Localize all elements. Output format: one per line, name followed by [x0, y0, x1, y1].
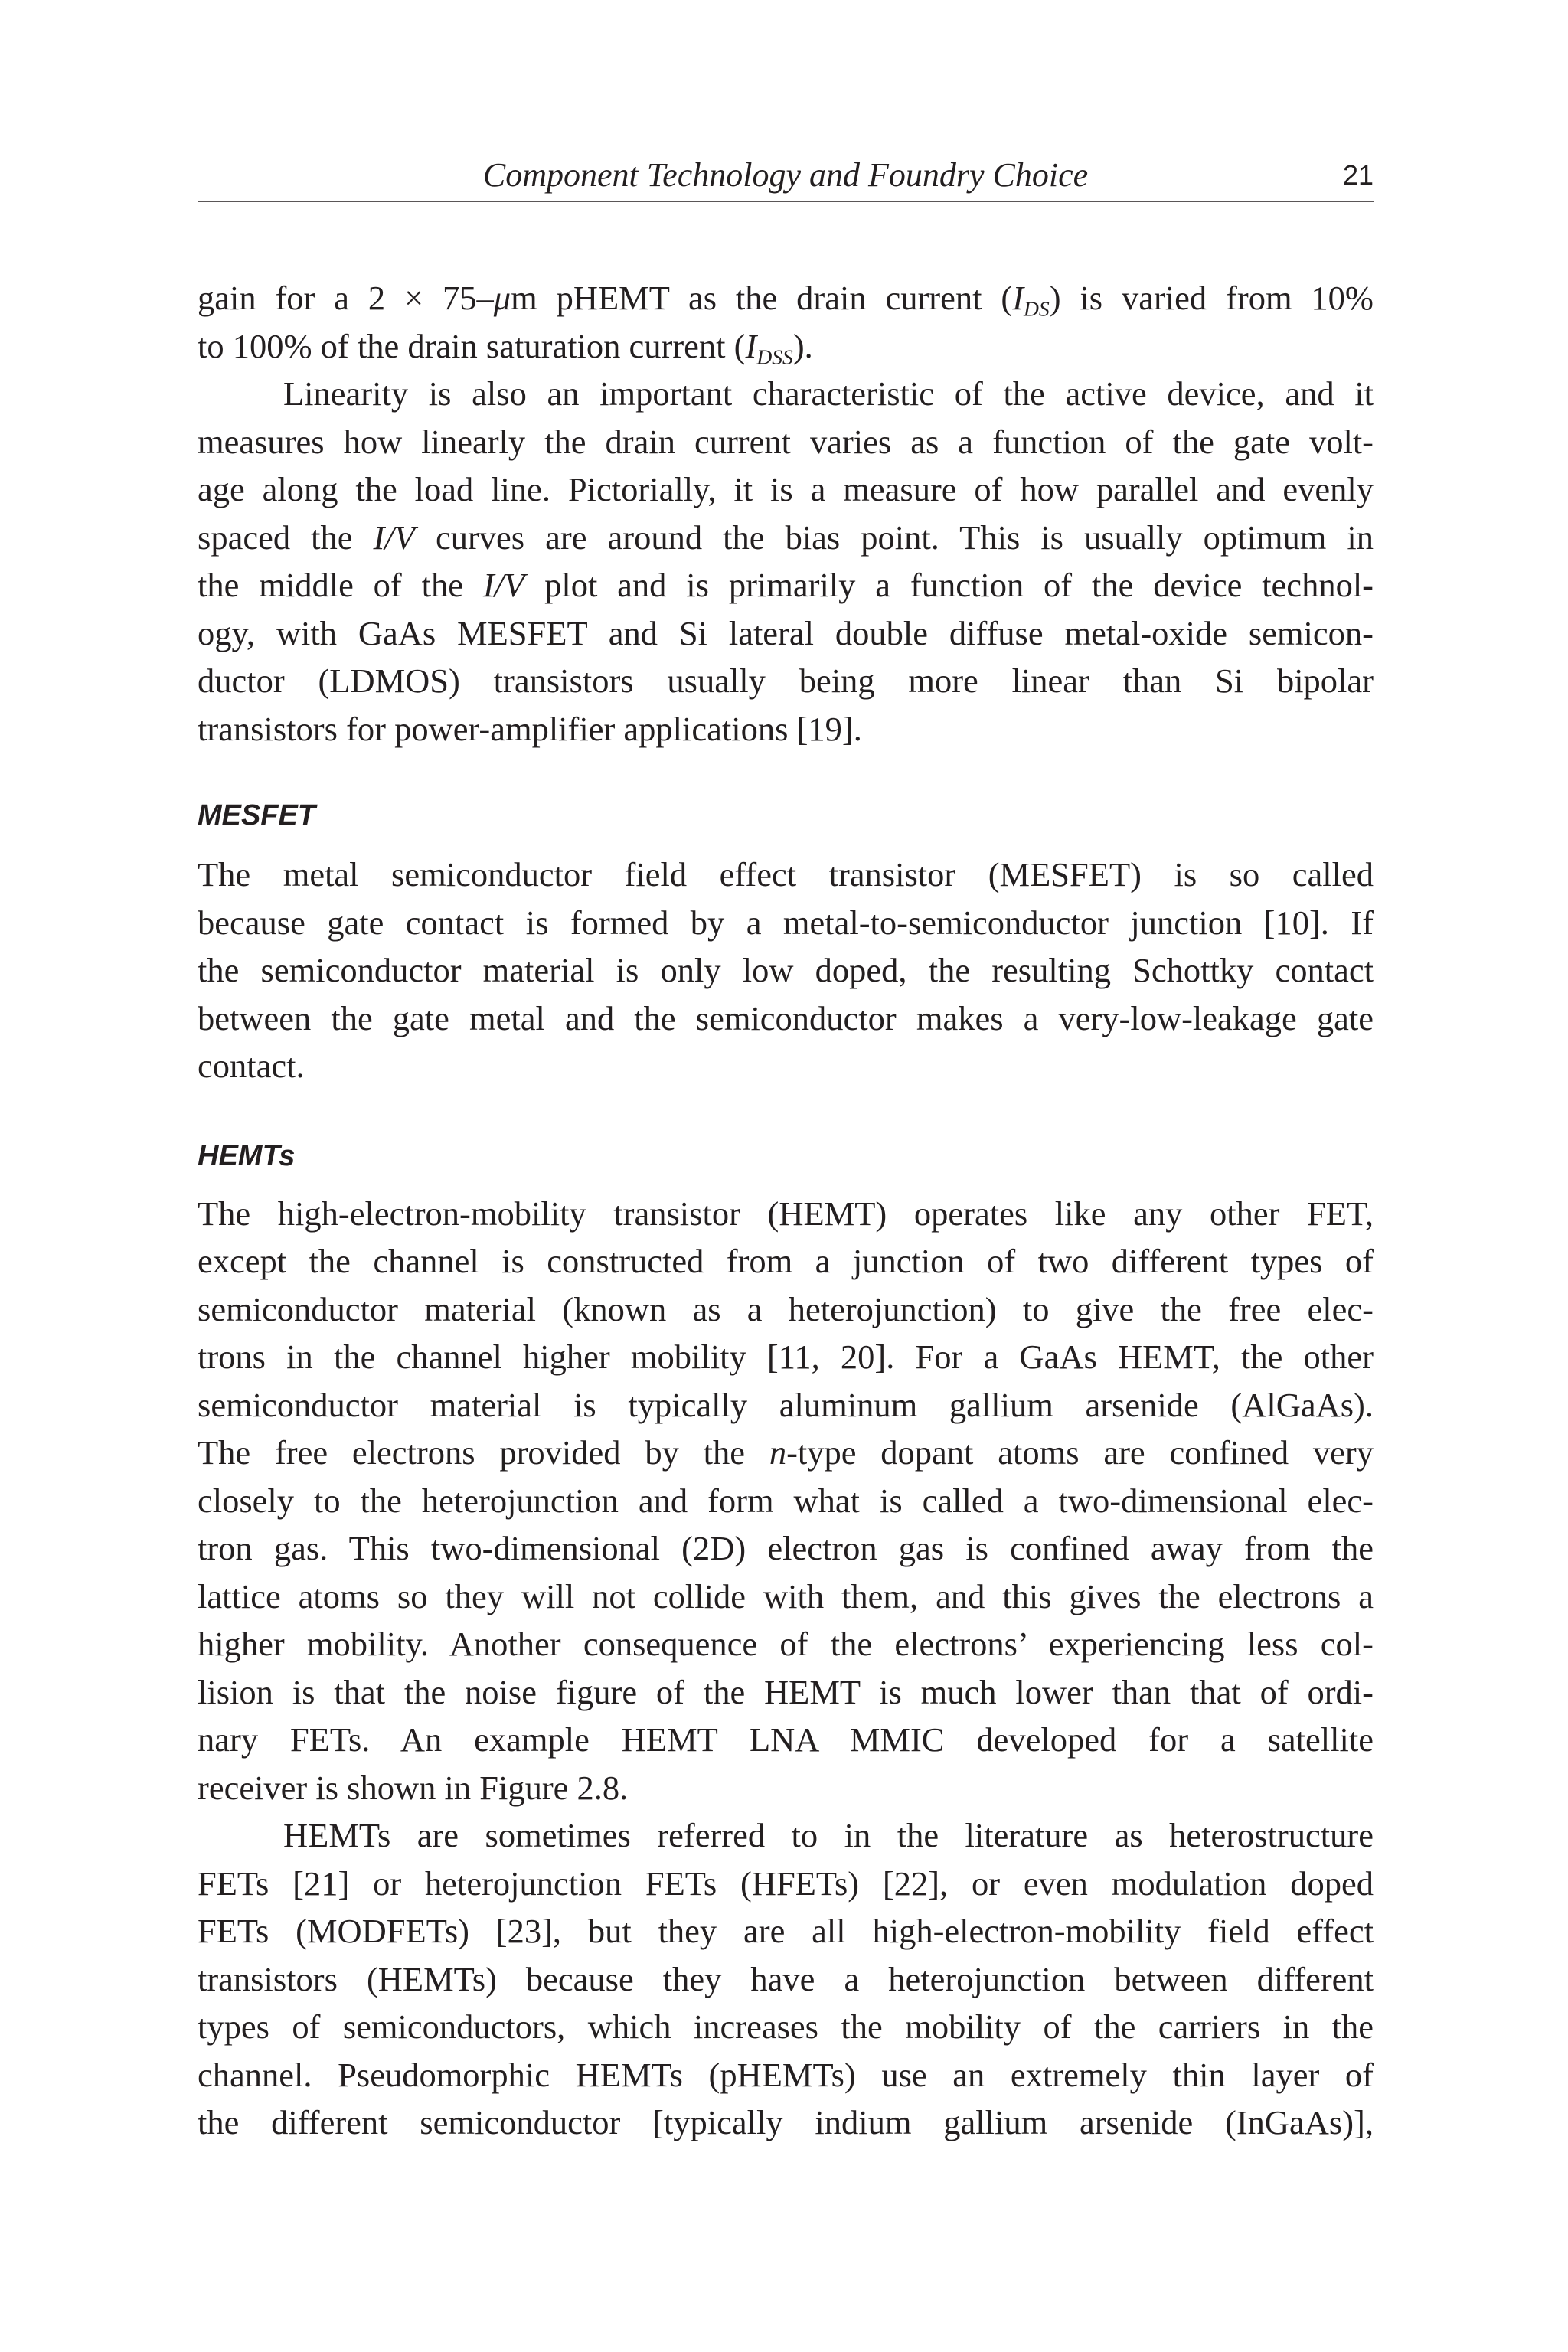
section-heading-hemts: HEMTs	[198, 1139, 296, 1172]
text-line: except the channel is constructed from a junction of two different types of	[198, 1242, 1374, 1280]
text-line: channel. Pseudomorphic HEMTs (pHEMTs) use an extremely thin layer of	[198, 2055, 1374, 2094]
text-fragment: m pHEMT as the drain current (	[511, 279, 1013, 317]
text-line: measures how linearly the drain current varies as a function of the gate volt-	[198, 422, 1374, 461]
iv-symbol: I/V	[482, 566, 525, 604]
section-heading-mesfet: MESFET	[198, 799, 316, 831]
text-fragment: ).	[792, 326, 813, 365]
text-line: ductor (LDMOS) transistors usually being more linear than Si bipolar	[198, 662, 1374, 700]
text-line: semiconductor material (known as a heterojunction) to give the free elec-	[198, 1289, 1374, 1328]
idss-symbol	[745, 326, 793, 368]
idss-subscript: DSS	[756, 344, 793, 368]
text-line: Linearity is also an important characteristic of the active device, and it	[283, 374, 1374, 413]
page-number: 21	[1342, 159, 1374, 191]
text-line: transistors for power-amplifier applications [19].	[198, 709, 862, 748]
text-fragment: curves are around the bias point. This is usually optimum in	[414, 518, 1374, 557]
text-line: receiver is shown in Figure 2.8.	[198, 1768, 629, 1807]
hemt-paragraph	[198, 1190, 1374, 1812]
text-line: trons in the channel higher mobility [11, 20]. For a GaAs HEMT, the other	[198, 1338, 1374, 1376]
linearity-paragraph	[198, 370, 1374, 753]
text-fragment: -type dopant atoms are confined very	[786, 1433, 1374, 1472]
text-line: nary FETs. An example HEMT LNA MMIC developed for a satellite	[198, 1720, 1374, 1759]
text-line: because gate contact is formed by a metal-to-semiconductor junction [10]. If	[198, 903, 1374, 942]
text-line: closely to the heterojunction and form what is called a two-dimensional elec-	[198, 1481, 1374, 1520]
running-title: Component Technology and Foundry Choice	[482, 156, 1089, 194]
n-symbol: n	[769, 1433, 787, 1472]
text-line: The metal semiconductor field effect transistor (MESFET) is so called	[198, 855, 1374, 893]
text-line: lattice atoms so they will not collide with them, and this gives the electrons a	[198, 1576, 1374, 1615]
text-fragment: gain for a 2 × 75–	[198, 279, 494, 317]
text-line: tron gas. This two-dimensional (2D) electron gas is confined away from the	[198, 1529, 1374, 1567]
text-fragment: the middle of the	[198, 566, 483, 604]
text-line: the different semiconductor [typically indium gallium arsenide (InGaAs)],	[198, 2103, 1374, 2141]
text-line: between the gate metal and the semiconductor makes a very-low-leakage gate	[198, 998, 1374, 1037]
ids-main: I	[1012, 279, 1024, 317]
mu-symbol: μ	[493, 279, 511, 317]
text-line	[198, 561, 1374, 609]
text-line: HEMTs are sometimes referred to in the literature as heterostructure	[283, 1816, 1374, 1854]
text-fragment: spaced the	[198, 518, 374, 557]
text-line: ogy, with GaAs MESFET and Si lateral double diffuse metal-oxide semicon-	[198, 613, 1374, 652]
text-line: semiconductor material is typically aluminum gallium arsenide (AlGaAs).	[198, 1385, 1374, 1424]
text-line: lision is that the noise figure of the HEMT is much lower than that of ordi-	[198, 1672, 1374, 1711]
text-line: higher mobility. Another consequence of the electrons’ experiencing less col-	[198, 1625, 1374, 1663]
ids-symbol	[1012, 279, 1050, 321]
text-fragment: plot and is primarily a function of the device technol-	[524, 566, 1374, 604]
text-line: the semiconductor material is only low doped, the resulting Schottky contact	[198, 951, 1374, 989]
text-fragment: ) is varied from 10%	[1049, 279, 1374, 317]
text-line	[198, 514, 1374, 562]
text-line: contact.	[198, 1047, 305, 1085]
text-line: The high-electron-mobility transistor (HEMT) operates like any other FET,	[198, 1194, 1374, 1233]
idss-main: I	[745, 326, 757, 365]
body-text	[198, 274, 1374, 2147]
text-line: types of semiconductors, which increases the mobility of the carriers in the	[198, 2007, 1374, 2046]
text-fragment: The free electrons provided by the	[198, 1433, 769, 1472]
hemt-naming-paragraph	[198, 1811, 1374, 2147]
text-line	[198, 274, 1374, 322]
text-line: FETs [21] or heterojunction FETs (HFETs) [22], or even modulation doped	[198, 1864, 1374, 1903]
intro-paragraph	[198, 274, 1374, 370]
running-header	[198, 150, 1374, 202]
ids-subscript: DS	[1024, 296, 1050, 321]
text-fragment: to 100% of the drain saturation current (	[198, 326, 746, 365]
iv-symbol: I/V	[373, 518, 415, 557]
text-line: age along the load line. Pictorially, it is a measure of how parallel and evenly	[198, 470, 1374, 508]
text-line: FETs (MODFETs) [23], but they are all high-electron-mobility field effect	[198, 1912, 1374, 1950]
text-line	[198, 322, 1374, 371]
text-line: transistors (HEMTs) because they have a heterojunction between different	[198, 1959, 1374, 1998]
text-line	[198, 1429, 1374, 1477]
mesfet-paragraph	[198, 851, 1374, 1090]
